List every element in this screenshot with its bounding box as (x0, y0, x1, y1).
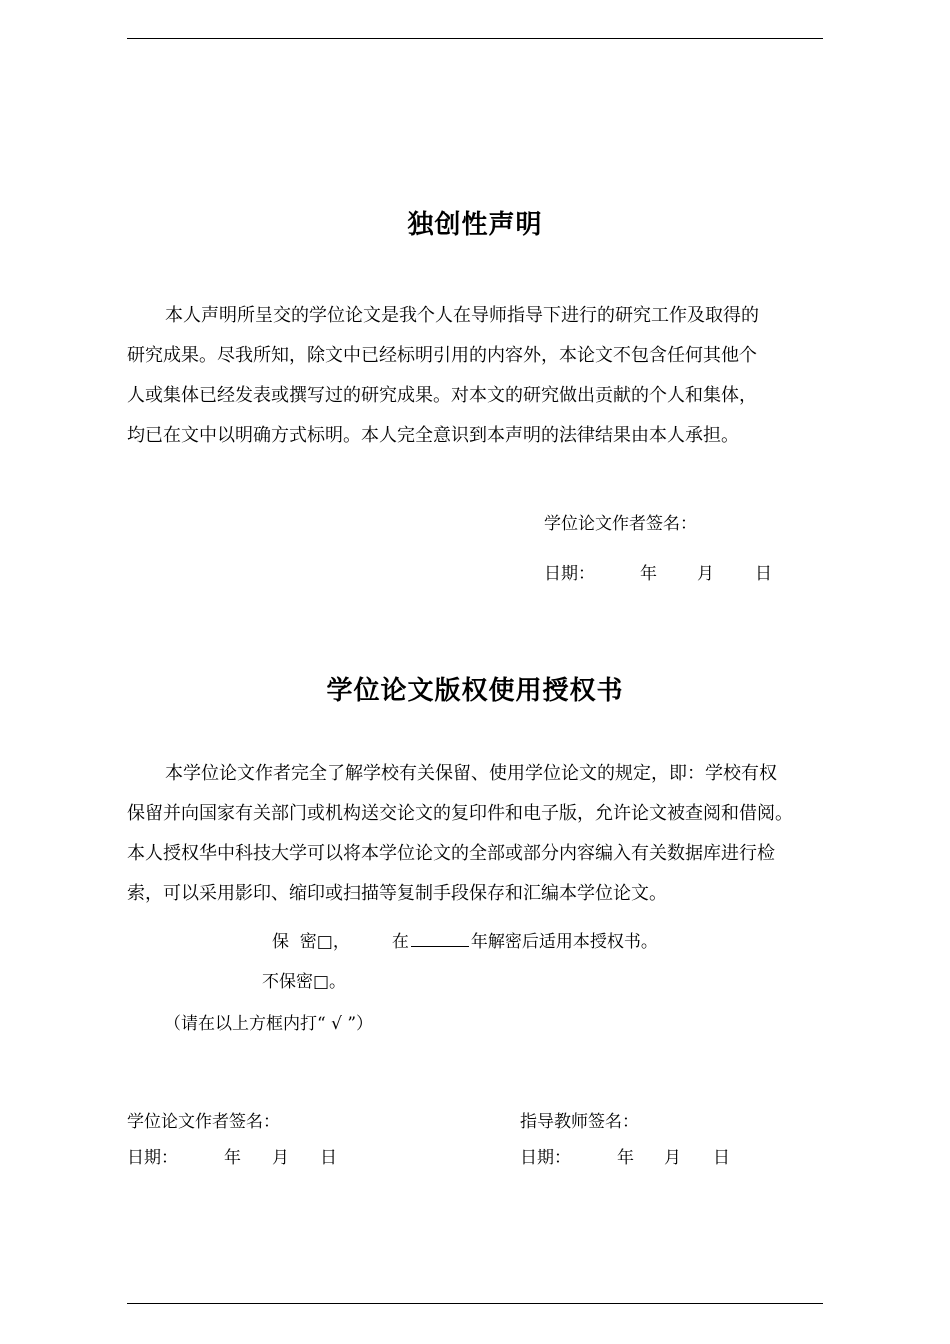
authorization-line: 本学位论文作者完全了解学校有关保留、使用学位论文的规定，即：学校有权 (165, 763, 777, 784)
not-confidential-option: 不保密□。 (262, 972, 347, 992)
advisor-date-day: 日 (713, 1148, 730, 1168)
advisor-date-year: 年 (617, 1148, 634, 1168)
declaration-line: 均已在文中以明确方式标明。本人完全意识到本声明的法律结果由本人承担。 (127, 425, 739, 446)
advisor-date-label: 日期： (520, 1148, 571, 1168)
declaration-date-label: 日期： (544, 564, 595, 584)
confidential-option (272, 930, 658, 954)
advisor-date-month: 月 (664, 1148, 681, 1168)
author-signature-label: 学位论文作者签名： (127, 1112, 280, 1132)
year-blank-underline (411, 930, 469, 947)
confidential-label: 保 密□， (272, 932, 350, 952)
authorization-body (127, 754, 827, 914)
declaration-month: 月 (697, 564, 714, 584)
declaration-line: 研究成果。尽我所知，除文中已经标明引用的内容外，本论文不包含任何其他个 (127, 345, 757, 366)
authorization-line: 保留并向国家有关部门或机构送交论文的复印件和电子版，允许论文被查阅和借阅。 (127, 803, 793, 824)
authorization-line: 本人授权华中科技大学可以将本学位论文的全部或部分内容编入有关数据库进行检 (127, 843, 775, 864)
declaration-line: 人或集体已经发表或撰写过的研究成果。对本文的研究做出贡献的个人和集体， (127, 385, 757, 406)
authorization-line: 索，可以采用影印、缩印或扫描等复制手段保存和汇编本学位论文。 (127, 883, 667, 904)
declaration-line: 本人声明所呈交的学位论文是我个人在导师指导下进行的研究工作及取得的 (165, 305, 759, 326)
checkbox-instruction: （请在以上方框内打“ √ ”） (164, 1014, 374, 1034)
footer-rule (127, 1303, 823, 1304)
declaration-day: 日 (755, 564, 772, 584)
author-date-month: 月 (272, 1148, 289, 1168)
author-date-label: 日期： (127, 1148, 178, 1168)
confidential-in: 在 (391, 932, 409, 952)
declaration-signature-label: 学位论文作者签名： (544, 514, 697, 534)
confidential-suffix: 年解密后适用本授权书。 (470, 932, 658, 952)
declaration-body (127, 296, 827, 456)
authorization-title: 学位论文版权使用授权书 (326, 676, 624, 706)
advisor-signature-label: 指导教师签名： (520, 1112, 639, 1132)
author-date-year: 年 (224, 1148, 241, 1168)
declaration-title: 独创性声明 (407, 210, 543, 240)
author-date-day: 日 (320, 1148, 337, 1168)
header-rule (127, 38, 823, 39)
declaration-year: 年 (640, 564, 657, 584)
